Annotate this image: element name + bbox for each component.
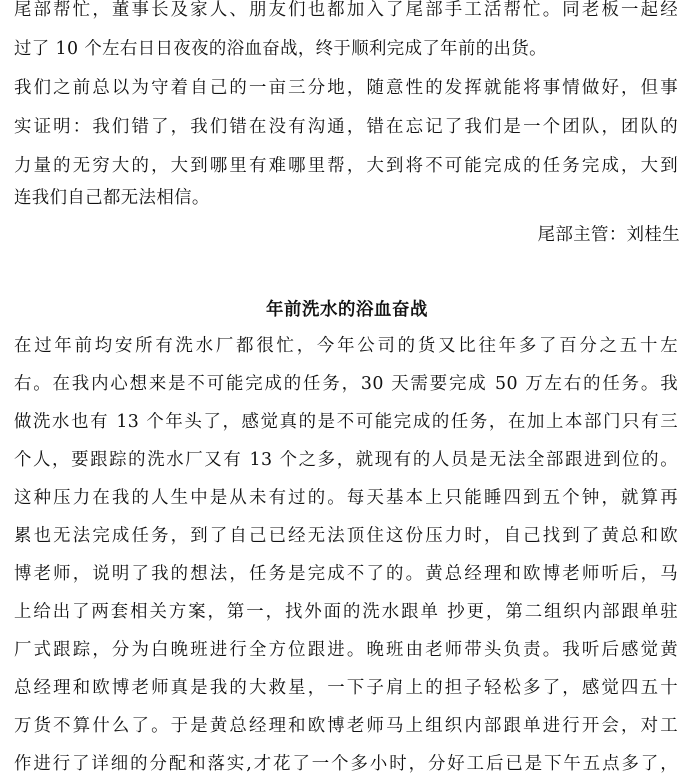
- paragraph-line: 厂式跟踪，分为白晚班进行全方位跟进。晚班由老师带头负责。我听后感觉黄: [14, 640, 678, 660]
- paragraph-line: 博老师，说明了我的想法，任务是完成不了的。黄总经理和欧博老师听后，马: [14, 564, 678, 584]
- paragraph-line: 连我们自己都无法相信。: [14, 188, 210, 208]
- paragraph-line: 力量的无穷大的，大到哪里有难哪里帮，大到将不可能完成的任务完成，大到: [14, 156, 678, 176]
- article-title: 年前洗水的浴血奋战: [266, 300, 428, 320]
- paragraph-line: 总经理和欧博老师真是我的大救星，一下子肩上的担子轻松多了，感觉四五十: [14, 678, 678, 698]
- paragraph-line: 过了 10 个左右日日夜夜的浴血奋战，终于顺利完成了年前的出货。: [14, 39, 547, 59]
- paragraph-line: 个人，要跟踪的洗水厂又有 13 个之多，就现有的人员是无法全部跟进到位的。: [14, 450, 678, 470]
- author-signature: 尾部主管：刘桂生: [537, 225, 680, 245]
- paragraph-line: 我们之前总以为守着自己的一亩三分地，随意性的发挥就能将事情做好，但事: [14, 78, 678, 98]
- paragraph-line: 上给出了两套相关方案，第一，找外面的洗水跟单 抄更，第二组织内部跟单驻: [14, 602, 678, 622]
- paragraph-line: 右。在我内心想来是不可能完成的任务，30 天需要完成 50 万左右的任务。我: [14, 374, 678, 394]
- paragraph-line: 在过年前均安所有洗水厂都很忙，今年公司的货又比往年多了百分之五十左: [14, 336, 678, 356]
- paragraph-line: 这种压力在我的人生中是从未有过的。每天基本上只能睡四到五个钟，就算再: [14, 488, 678, 508]
- paragraph-line: 作进行了详细的分配和落实,才花了一个多小时，分好工后已是下午五点多了，: [14, 754, 678, 774]
- paragraph-line: 实证明：我们错了，我们错在没有沟通，错在忘记了我们是一个团队，团队的: [14, 117, 678, 137]
- paragraph-line: 尾部帮忙，董事长及家人、朋友们也都加入了尾部手工活帮忙。同老板一起经: [14, 0, 678, 20]
- paragraph-line: 累也无法完成任务，到了自己已经无法顶住这份压力时，自己找到了黄总和欧: [14, 526, 678, 546]
- paragraph-line: 做洗水也有 13 个年头了，感觉真的是不可能完成的任务，在加上本部门只有三: [14, 412, 678, 432]
- paragraph-line: 万货不算什么了。于是黄总经理和欧博老师马上组织内部跟单进行开会，对工: [14, 716, 678, 736]
